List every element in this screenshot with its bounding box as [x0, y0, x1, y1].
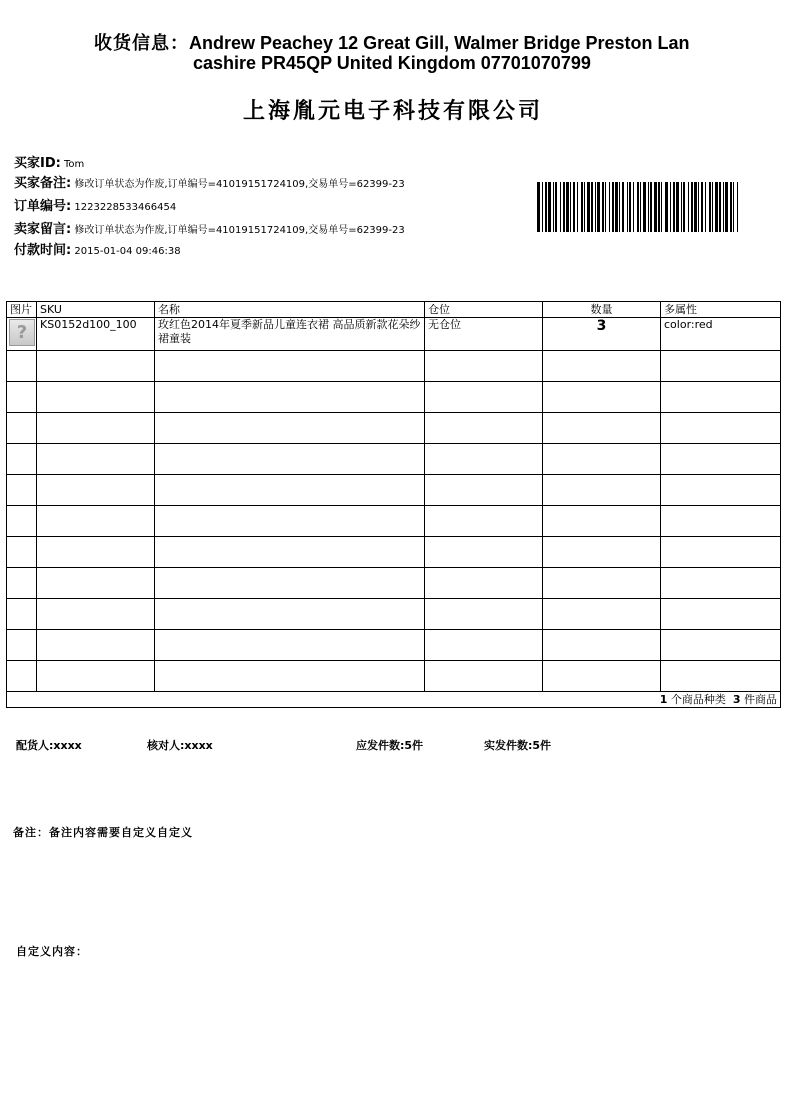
empty-quantity-cell	[543, 630, 661, 661]
barcode-bar	[723, 182, 724, 232]
checker-label: 核对人:xxxx	[147, 739, 213, 752]
empty-sku-cell	[37, 475, 155, 506]
barcode-bar	[730, 182, 732, 232]
barcode-bar	[597, 182, 600, 232]
barcode-bar	[555, 182, 557, 232]
barcode-bar	[719, 182, 721, 232]
barcode-bar	[581, 182, 583, 232]
barcode-bar	[648, 182, 649, 232]
empty-location-cell	[425, 599, 543, 630]
empty-sku-cell	[37, 351, 155, 382]
barcode-bar	[573, 182, 575, 232]
header-name: 名称	[155, 302, 425, 318]
barcode-bar	[640, 182, 641, 232]
empty-name-cell	[155, 351, 425, 382]
header-quantity: 数量	[543, 302, 661, 318]
empty-sku-cell	[37, 506, 155, 537]
picker-label: 配货人:xxxx	[16, 739, 82, 752]
barcode-bar	[542, 182, 543, 232]
attributes-cell: color:red	[661, 318, 781, 351]
order-number-label: 订单编号:	[14, 199, 72, 214]
table-row-empty	[7, 661, 781, 692]
empty-location-cell	[425, 568, 543, 599]
barcode-bar	[688, 182, 689, 232]
barcode-bar	[650, 182, 652, 232]
barcode-bar	[605, 182, 606, 232]
empty-quantity-cell	[543, 444, 661, 475]
shipping-label: 收货信息：	[94, 33, 189, 53]
empty-attributes-cell	[661, 599, 781, 630]
actual-ship-count: 实发件数:5件	[484, 739, 552, 752]
empty-name-cell	[155, 506, 425, 537]
summary-items-label: 件商品	[744, 693, 777, 706]
summary-kinds-count: 1	[659, 693, 668, 706]
empty-location-cell	[425, 661, 543, 692]
barcode-bar	[637, 182, 639, 232]
table-header-row	[7, 302, 781, 318]
empty-sku-cell	[37, 568, 155, 599]
empty-image-cell	[7, 599, 37, 630]
empty-location-cell	[425, 413, 543, 444]
payment-time-row	[14, 239, 464, 258]
barcode-bar	[548, 182, 551, 232]
empty-sku-cell	[37, 661, 155, 692]
empty-quantity-cell	[543, 351, 661, 382]
payment-time-value: 2015-01-04 09:46:38	[74, 246, 181, 257]
empty-image-cell	[7, 661, 37, 692]
barcode-bar	[619, 182, 620, 232]
shipping-info	[94, 33, 734, 73]
table-row-empty	[7, 382, 781, 413]
summary-items-count: 3	[732, 693, 741, 706]
empty-quantity-cell	[543, 382, 661, 413]
empty-name-cell	[155, 382, 425, 413]
barcode-bar	[654, 182, 657, 232]
barcode-bar	[537, 182, 540, 232]
empty-image-cell	[7, 537, 37, 568]
items-table	[6, 301, 781, 708]
barcode-bar	[602, 182, 604, 232]
empty-sku-cell	[37, 630, 155, 661]
note-text: 备注：备注内容需要自定义自定义	[13, 826, 193, 839]
empty-sku-cell	[37, 599, 155, 630]
empty-image-cell	[7, 382, 37, 413]
empty-quantity-cell	[543, 568, 661, 599]
empty-attributes-cell	[661, 661, 781, 692]
empty-location-cell	[425, 351, 543, 382]
table-row-empty	[7, 444, 781, 475]
barcode-bar	[665, 182, 668, 232]
table-summary-row	[7, 692, 781, 708]
empty-attributes-cell	[661, 475, 781, 506]
barcode-bar	[683, 182, 685, 232]
empty-name-cell	[155, 537, 425, 568]
empty-sku-cell	[37, 444, 155, 475]
barcode-bar	[673, 182, 675, 232]
table-row	[7, 318, 781, 351]
empty-name-cell	[155, 568, 425, 599]
empty-location-cell	[425, 475, 543, 506]
empty-attributes-cell	[661, 506, 781, 537]
buyer-id-label: 买家ID:	[14, 156, 61, 171]
barcode-bar	[715, 182, 718, 232]
empty-image-cell	[7, 444, 37, 475]
empty-attributes-cell	[661, 351, 781, 382]
barcode-bar	[633, 182, 634, 232]
empty-image-cell	[7, 568, 37, 599]
empty-sku-cell	[37, 382, 155, 413]
barcode-bar	[681, 182, 682, 232]
header-attributes: 多属性	[661, 302, 781, 318]
barcode-bar	[676, 182, 679, 232]
empty-image-cell	[7, 475, 37, 506]
header-image: 图片	[7, 302, 37, 318]
barcode-bar	[670, 182, 671, 232]
barcode-bar	[560, 182, 561, 232]
barcode-bar	[694, 182, 697, 232]
buyer-note-value: 修改订单状态为作废,订单编号=41019151724109,交易单号=62399-23	[74, 179, 405, 190]
table-row-empty	[7, 506, 781, 537]
empty-attributes-cell	[661, 444, 781, 475]
barcode-bar	[691, 182, 693, 232]
barcode-bar	[584, 182, 585, 232]
barcode-bar	[566, 182, 569, 232]
buyer-note-row	[14, 172, 464, 191]
table-row-empty	[7, 351, 781, 382]
empty-image-cell	[7, 413, 37, 444]
table-row-empty	[7, 568, 781, 599]
empty-name-cell	[155, 661, 425, 692]
barcode-bar	[570, 182, 571, 232]
empty-image-cell	[7, 506, 37, 537]
quantity-cell: 3	[543, 318, 661, 351]
barcode-bar	[661, 182, 662, 232]
barcode-bar	[658, 182, 660, 232]
buyer-id-row	[14, 152, 464, 171]
barcode-bar	[705, 182, 706, 232]
summary-kinds-label: 个商品种类	[670, 693, 726, 706]
empty-location-cell	[425, 630, 543, 661]
payment-time-label: 付款时间:	[14, 243, 72, 258]
empty-quantity-cell	[543, 599, 661, 630]
table-row-empty	[7, 413, 781, 444]
empty-name-cell	[155, 413, 425, 444]
barcode-bar	[733, 182, 734, 232]
empty-location-cell	[425, 537, 543, 568]
empty-attributes-cell	[661, 630, 781, 661]
empty-attributes-cell	[661, 382, 781, 413]
table-row-empty	[7, 630, 781, 661]
empty-location-cell	[425, 444, 543, 475]
barcode-bar	[609, 182, 610, 232]
empty-attributes-cell	[661, 568, 781, 599]
empty-name-cell	[155, 599, 425, 630]
empty-location-cell	[425, 382, 543, 413]
barcode-bar	[709, 182, 711, 232]
table-row-empty	[7, 599, 781, 630]
empty-name-cell	[155, 630, 425, 661]
should-ship-count: 应发件数:5件	[356, 739, 424, 752]
seller-message-row	[14, 218, 464, 237]
order-barcode	[537, 182, 740, 232]
summary-cell	[7, 692, 781, 708]
empty-image-cell	[7, 630, 37, 661]
sku-cell: KS0152d100_100	[37, 318, 155, 351]
company-name: 上海胤元电子科技有限公司	[242, 99, 543, 124]
order-number-row	[14, 195, 464, 214]
product-image-cell	[7, 318, 37, 351]
empty-sku-cell	[37, 413, 155, 444]
empty-location-cell	[425, 506, 543, 537]
question-mark-icon: ?	[9, 319, 35, 346]
barcode-bar	[643, 182, 646, 232]
buyer-note-label: 买家备注:	[14, 176, 72, 191]
table-row-empty	[7, 537, 781, 568]
empty-sku-cell	[37, 537, 155, 568]
location-cell: 无仓位	[425, 318, 543, 351]
barcode-bar	[627, 182, 628, 232]
barcode-bar	[563, 182, 565, 232]
barcode-bar	[629, 182, 631, 232]
table-row-empty	[7, 475, 781, 506]
empty-name-cell	[155, 475, 425, 506]
barcode-bar	[701, 182, 703, 232]
seller-message-label: 卖家留言:	[14, 222, 72, 237]
barcode-bar	[577, 182, 578, 232]
empty-image-cell	[7, 351, 37, 382]
barcode-bar	[712, 182, 713, 232]
barcode-bar	[553, 182, 554, 232]
empty-attributes-cell	[661, 413, 781, 444]
barcode-bar	[737, 182, 738, 232]
custom-content-label: 自定义内容：	[16, 945, 88, 958]
empty-quantity-cell	[543, 537, 661, 568]
product-name-cell: 玫红色2014年夏季新品儿童连衣裙 高品质新款花朵纱裙童装	[155, 318, 425, 351]
barcode-bar	[622, 182, 624, 232]
seller-message-value: 修改订单状态为作废,订单编号=41019151724109,交易单号=62399-23	[74, 225, 405, 236]
barcode-bar	[595, 182, 596, 232]
buyer-id-value: Tom	[64, 159, 85, 170]
empty-quantity-cell	[543, 506, 661, 537]
barcode-bar	[587, 182, 590, 232]
shipping-address-line2: cashire PR45QP United Kingdom 07701070799	[193, 53, 591, 73]
barcode-bar	[615, 182, 618, 232]
barcode-bar	[612, 182, 614, 232]
header-location: 仓位	[425, 302, 543, 318]
empty-attributes-cell	[661, 537, 781, 568]
empty-quantity-cell	[543, 661, 661, 692]
header-sku: SKU	[37, 302, 155, 318]
barcode-bar	[545, 182, 547, 232]
empty-quantity-cell	[543, 413, 661, 444]
shipping-address-line1: Andrew Peachey 12 Great Gill, Walmer Bridge Preston Lan	[189, 33, 690, 53]
empty-name-cell	[155, 444, 425, 475]
barcode-bar	[698, 182, 699, 232]
barcode-bar	[725, 182, 728, 232]
order-number-value: 1223228533466454	[74, 202, 177, 213]
empty-quantity-cell	[543, 475, 661, 506]
barcode-bar	[591, 182, 593, 232]
